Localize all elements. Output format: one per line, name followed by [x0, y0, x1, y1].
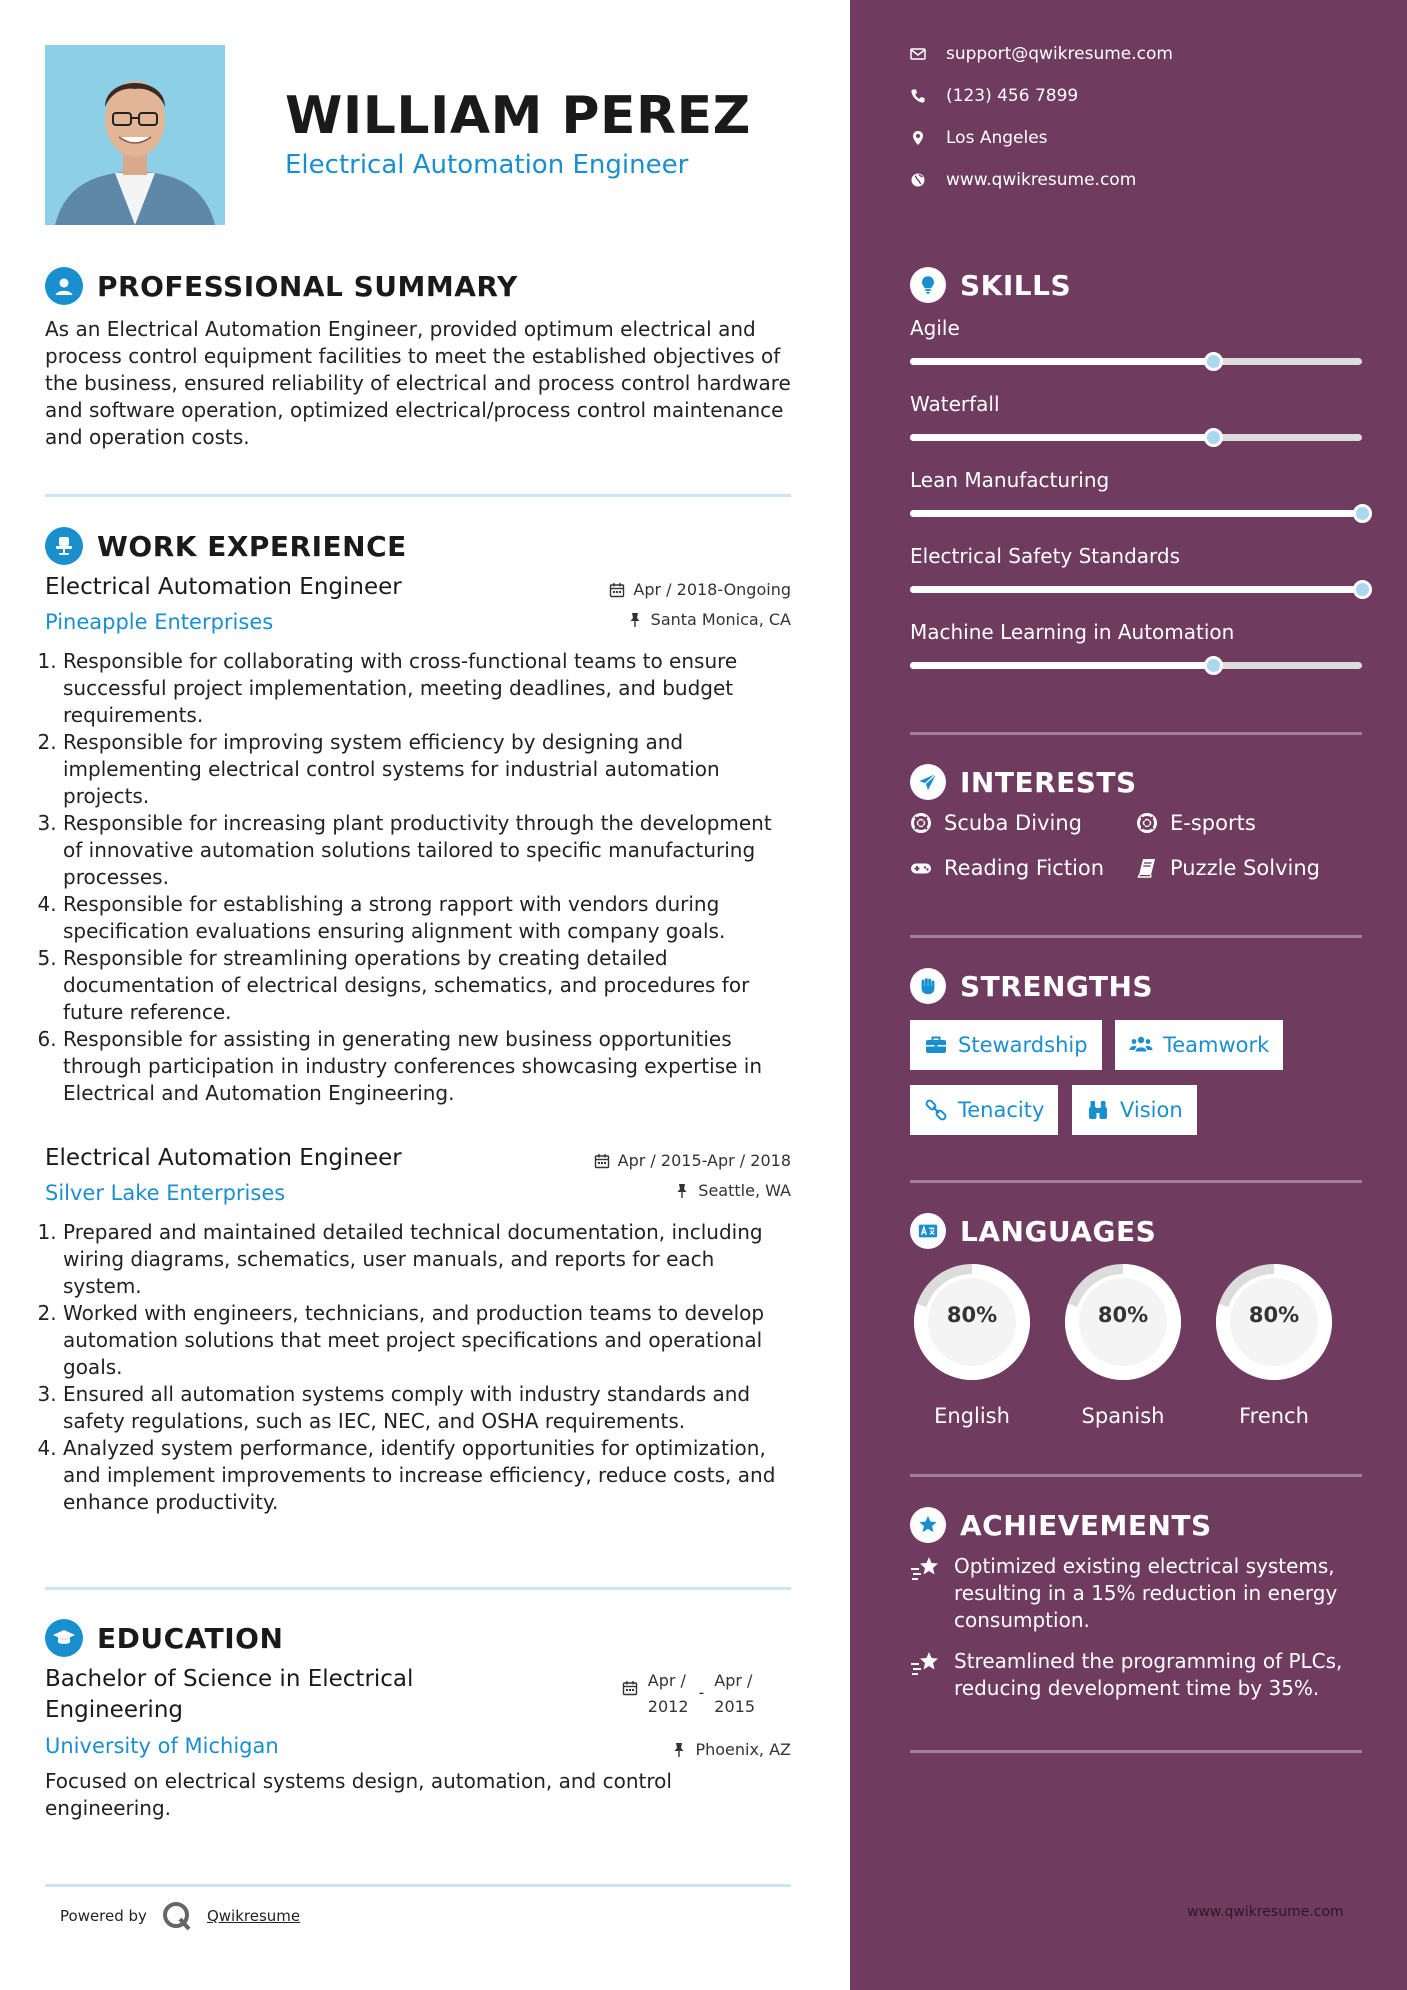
- language-name: Spanish: [1081, 1404, 1165, 1428]
- envelope-icon: [910, 46, 926, 62]
- job-location-text: Seattle, WA: [698, 1181, 791, 1200]
- skill-item: [910, 316, 1362, 340]
- globe-icon: [910, 172, 926, 188]
- job-bullet: 2. Responsible for improving system efficiency by designing and implementing electrical control systems for industrial automation projects.: [63, 729, 791, 810]
- job-entry: [45, 1145, 791, 1516]
- skills-heading: [910, 267, 1071, 303]
- star-badge-icon: [910, 1507, 946, 1543]
- education-start: [648, 1668, 689, 1720]
- skill-track: [910, 586, 1362, 593]
- education-end-year: 2015: [714, 1697, 755, 1716]
- contact-location-text: Los Angeles: [946, 128, 1048, 148]
- job-bullet: 2. Worked with engineers, technicians, and production teams to develop automation solutions that meet project specifications and operational goals.: [63, 1300, 791, 1381]
- education-start-year: 2012: [647, 1697, 689, 1716]
- job-location: [674, 1181, 791, 1200]
- skill-name: Machine Learning in Automation: [910, 620, 1235, 644]
- job-location: [627, 610, 791, 629]
- contact-email-text: support@qwikresume.com: [946, 44, 1173, 64]
- job-bullets: [45, 648, 791, 1107]
- interests-heading-text: INTERESTS: [960, 765, 1137, 799]
- skill-fill: [910, 662, 1213, 669]
- education-degree: Bachelor of Science in Electrical Engineering: [45, 1666, 414, 1723]
- profile-photo: [45, 45, 225, 225]
- education-start-month: Apr /: [647, 1671, 686, 1690]
- paper-plane-icon: [910, 764, 946, 800]
- job-role: Electrical Automation Engineer: [45, 1145, 402, 1171]
- skill-track: [910, 662, 1362, 669]
- achievements-heading-text: ACHIEVEMENTS: [960, 1508, 1212, 1542]
- translate-icon: [910, 1213, 946, 1249]
- strength-label: Tenacity: [958, 1098, 1045, 1122]
- section-divider: [910, 935, 1362, 938]
- summary-heading-text: PROFESSIONAL SUMMARY: [97, 269, 518, 303]
- section-divider: [45, 1884, 791, 1887]
- strength-label: Stewardship: [958, 1033, 1088, 1057]
- achievement-item: [910, 1553, 1362, 1634]
- skill-slider-handle[interactable]: [1204, 656, 1223, 675]
- achievement-text: Streamlined the programming of PLCs, reducing development time by 35%.: [954, 1649, 1343, 1700]
- link-icon: [924, 1098, 948, 1122]
- calendar-icon: [622, 1680, 638, 1696]
- skill-fill: [910, 586, 1362, 593]
- strengths-heading-text: STRENGTHS: [960, 969, 1154, 1003]
- job-bullet: 5. Responsible for streamlining operations by creating detailed documentation of electrical designs, schematics, and procedures for future reference.: [63, 945, 791, 1026]
- job-bullet: 3. Responsible for increasing plant productivity through the development of innovative automation solutions tailored to specific manufacturing processes.: [63, 810, 791, 891]
- skill-slider-handle[interactable]: [1353, 504, 1372, 523]
- pin-icon: [671, 1742, 687, 1758]
- education-dates: [622, 1668, 755, 1720]
- contact-website[interactable]: [910, 170, 1136, 190]
- graduation-cap-icon: [45, 1619, 83, 1657]
- education-location: [671, 1740, 791, 1759]
- briefcase-icon: [924, 1033, 948, 1057]
- education-description: Focused on electrical systems design, automation, and control engineering.: [45, 1769, 672, 1820]
- language-percent: 80%: [946, 1303, 998, 1327]
- interests-heading: [910, 764, 1137, 800]
- education-location-text: Phoenix, AZ: [695, 1740, 791, 1759]
- job-company: Silver Lake Enterprises: [45, 1181, 286, 1205]
- strength-chip: [1115, 1020, 1283, 1070]
- skills-heading-text: SKILLS: [960, 268, 1072, 302]
- qwikresume-logo-icon: [161, 1900, 193, 1932]
- gamepad-icon: [910, 857, 932, 879]
- achievements-heading: [910, 1507, 1212, 1543]
- skill-name: Agile: [910, 316, 960, 340]
- skill-name: Waterfall: [910, 392, 1000, 416]
- section-divider: [910, 1180, 1362, 1183]
- language-name: English: [934, 1404, 1010, 1428]
- job-entry: [45, 574, 791, 1107]
- skill-item: [910, 544, 1362, 568]
- section-divider: [910, 1750, 1362, 1753]
- calendar-icon: [594, 1153, 610, 1169]
- skill-track: [910, 434, 1362, 441]
- interest-label: Scuba Diving: [944, 811, 1082, 835]
- fist-icon: [910, 968, 946, 1004]
- skill-item: [910, 392, 1362, 416]
- powered-by-text: Powered by: [60, 1907, 147, 1925]
- sidebar: [850, 0, 1407, 1990]
- job-bullet: 3. Ensured all automation systems comply with industry standards and safety regulations, such as IEC, NEC, and OSHA requirements.: [63, 1381, 791, 1435]
- strengths-heading: [910, 968, 1153, 1004]
- job-bullet: 1. Responsible for collaborating with cross-functional teams to ensure successful project implementation, meeting deadlines, and budget requirements.: [63, 648, 791, 729]
- section-divider: [910, 732, 1362, 735]
- skill-fill: [910, 510, 1362, 517]
- education-end: [714, 1668, 755, 1720]
- education-school: University of Michigan: [45, 1734, 279, 1758]
- contact-phone-text: (123) 456 7899: [946, 86, 1079, 106]
- chair-icon: [45, 527, 83, 565]
- skill-fill: [910, 434, 1213, 441]
- job-bullet: 4. Analyzed system performance, identify opportunities for optimization, and implement improvements to increase efficiency, reduce costs, and enhance productivity.: [63, 1435, 791, 1516]
- job-dates: [609, 580, 791, 599]
- contact-website-text: www.qwikresume.com: [946, 170, 1137, 190]
- language-name: French: [1239, 1404, 1309, 1428]
- book-icon: [1136, 857, 1158, 879]
- strength-chip: [910, 1085, 1058, 1135]
- section-divider: [45, 1587, 791, 1590]
- skill-name: Lean Manufacturing: [910, 468, 1110, 492]
- skill-slider-handle[interactable]: [1204, 352, 1223, 371]
- candidate-name: WILLIAM PEREZ: [285, 86, 751, 146]
- job-bullets: [45, 1219, 791, 1516]
- languages-heading-text: LANGUAGES: [960, 1214, 1157, 1248]
- skill-track: [910, 510, 1362, 517]
- interest-label: Reading Fiction: [944, 856, 1105, 880]
- education-heading: [45, 1619, 283, 1657]
- languages-heading: [910, 1213, 1156, 1249]
- section-divider: [910, 1474, 1362, 1477]
- skill-slider-handle[interactable]: [1204, 428, 1223, 447]
- language-percent: 80%: [1097, 1303, 1149, 1327]
- job-dates: [594, 1151, 791, 1170]
- contact-phone[interactable]: [910, 86, 1078, 106]
- qwikresume-link[interactable]: Qwikresume: [206, 1907, 301, 1925]
- pin-icon: [627, 612, 643, 628]
- skill-item: [910, 468, 1362, 492]
- lifebuoy-icon: [910, 812, 932, 834]
- candidate-title: Electrical Automation Engineer: [285, 150, 689, 180]
- education-heading-text: EDUCATION: [97, 1621, 284, 1655]
- language-item: [1061, 1260, 1185, 1428]
- experience-heading: [45, 527, 407, 565]
- summary-text: As an Electrical Automation Engineer, provided optimum electrical and process control equipment facilities to meet the established objectives of the business, ensured reliability of electrical and process control hardware and software operation, optimized electrical/process control maintenance and operation costs.: [45, 317, 791, 449]
- education-end-month: Apr /: [714, 1671, 753, 1690]
- calendar-icon: [609, 582, 625, 598]
- strength-label: Vision: [1120, 1098, 1183, 1122]
- users-icon: [1129, 1033, 1153, 1057]
- pin-icon: [674, 1183, 690, 1199]
- user-circle-icon: [45, 267, 83, 305]
- education-entry: [45, 1664, 791, 1822]
- skill-item: [910, 620, 1362, 644]
- skill-name: Electrical Safety Standards: [910, 544, 1181, 568]
- interest-item: [910, 811, 1082, 835]
- shooting-star-icon: [910, 1555, 942, 1583]
- education-date-separator: -: [698, 1683, 705, 1702]
- strength-chip: [1072, 1085, 1197, 1135]
- contact-email[interactable]: [910, 44, 1173, 64]
- phone-icon: [910, 88, 926, 104]
- interest-label: Puzzle Solving: [1170, 856, 1320, 880]
- strength-chip: [910, 1020, 1102, 1070]
- interest-item: [910, 856, 1104, 880]
- language-item: [910, 1260, 1034, 1428]
- shooting-star-icon: [910, 1650, 942, 1678]
- skill-track: [910, 358, 1362, 365]
- achievement-text: Optimized existing electrical systems, resulting in a 15% reduction in energy consumption.: [954, 1554, 1338, 1632]
- job-company: Pineapple Enterprises: [45, 610, 274, 634]
- skill-slider-handle[interactable]: [1353, 580, 1372, 599]
- binoculars-icon: [1086, 1098, 1110, 1122]
- job-bullet: 1. Prepared and maintained detailed technical documentation, including wiring diagrams, schematics, user manuals, and reports for each system.: [63, 1219, 791, 1300]
- interest-label: E-sports: [1170, 811, 1256, 835]
- experience-heading-text: WORK EXPERIENCE: [97, 529, 407, 563]
- person-avatar-icon: [45, 45, 225, 225]
- powered-by: [60, 1900, 300, 1932]
- summary-heading: [45, 267, 518, 305]
- strength-label: Teamwork: [1163, 1033, 1270, 1057]
- lightbulb-icon: [910, 267, 946, 303]
- job-dates-text: Apr / 2015-Apr / 2018: [617, 1151, 791, 1170]
- job-dates-text: Apr / 2018-Ongoing: [633, 580, 791, 599]
- job-role: Electrical Automation Engineer: [45, 574, 402, 600]
- language-percent: 80%: [1248, 1303, 1300, 1327]
- footer-url[interactable]: www.qwikresume.com: [1187, 1904, 1344, 1920]
- map-marker-icon: [910, 130, 926, 146]
- job-bullet: 6. Responsible for assisting in generating new business opportunities through participation in industry conferences showcasing expertise in Electrical and Automation Engineering.: [63, 1026, 791, 1107]
- contact-location: [910, 128, 1048, 148]
- job-location-text: Santa Monica, CA: [650, 610, 791, 629]
- skill-fill: [910, 358, 1213, 365]
- language-item: [1212, 1260, 1336, 1428]
- job-bullet: 4. Responsible for establishing a strong rapport with vendors during specification evaluations ensuring alignment with company goals.: [63, 891, 791, 945]
- section-divider: [45, 494, 791, 497]
- interest-item: [1136, 856, 1320, 880]
- interest-item: [1136, 811, 1256, 835]
- lifebuoy-icon: [1136, 812, 1158, 834]
- achievement-item: [910, 1648, 1362, 1702]
